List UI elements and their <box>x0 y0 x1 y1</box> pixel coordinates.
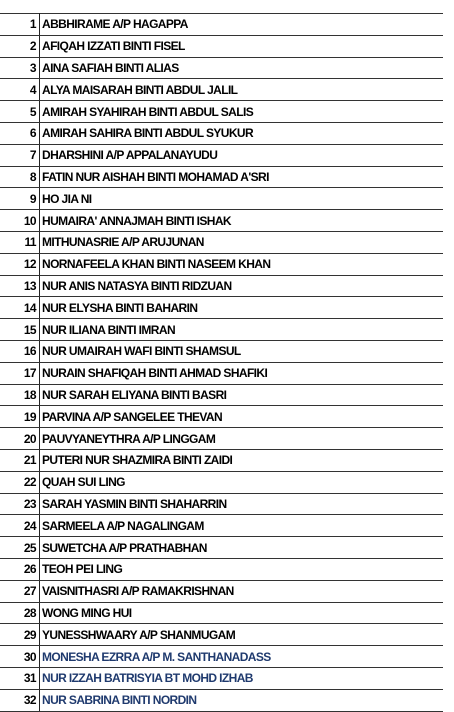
student-name: YUNESSHWAARY A/P SHANMUGAM <box>40 624 444 646</box>
row-number: 4 <box>0 79 40 101</box>
table-row <box>0 406 443 428</box>
row-number: 10 <box>0 210 40 232</box>
student-name: NORNAFEELA KHAN BINTI NASEEM KHAN <box>40 253 444 275</box>
row-number: 9 <box>0 188 40 210</box>
student-name: NUR ANIS NATASYA BINTI RIDZUAN <box>40 275 444 297</box>
row-number: 20 <box>0 428 40 450</box>
row-number: 1 <box>0 14 40 36</box>
table-row <box>0 449 443 471</box>
row-number: 15 <box>0 319 40 341</box>
student-name: SARAH YASMIN BINTI SHAHARRIN <box>40 493 444 515</box>
table-row <box>0 340 443 362</box>
row-number: 16 <box>0 340 40 362</box>
student-name: NUR ELYSHA BINTI BAHARIN <box>40 297 444 319</box>
row-number: 25 <box>0 537 40 559</box>
student-name: FATIN NUR AISHAH BINTI MOHAMAD A'SRI <box>40 166 444 188</box>
row-number: 5 <box>0 101 40 123</box>
student-name: AINA SAFIAH BINTI ALIAS <box>40 57 444 79</box>
student-name: NUR UMAIRAH WAFI BINTI SHAMSUL <box>40 340 444 362</box>
student-name: DHARSHINI A/P APPALANAYUDU <box>40 144 444 166</box>
row-number: 22 <box>0 471 40 493</box>
row-number: 28 <box>0 602 40 624</box>
row-number: 14 <box>0 297 40 319</box>
student-name: SUWETCHA A/P PRATHABHAN <box>40 537 444 559</box>
table-row <box>0 515 443 537</box>
row-number: 27 <box>0 580 40 602</box>
table-row <box>0 580 443 602</box>
table-row <box>0 537 443 559</box>
row-number: 23 <box>0 493 40 515</box>
table-row <box>0 558 443 580</box>
student-name: ABBHIRAME A/P HAGAPPA <box>40 14 444 36</box>
student-name: HUMAIRA' ANNAJMAH BINTI ISHAK <box>40 210 444 232</box>
student-name: VAISNITHASRI A/P RAMAKRISHNAN <box>40 580 444 602</box>
table-row <box>0 689 443 711</box>
table-row <box>0 101 443 123</box>
student-name: NUR ILIANA BINTI IMRAN <box>40 319 444 341</box>
table-row <box>0 319 443 341</box>
student-name: HO JIA NI <box>40 188 444 210</box>
student-name: TEOH PEI LING <box>40 558 444 580</box>
table-row <box>0 253 443 275</box>
table-row <box>0 667 443 689</box>
table-row <box>0 362 443 384</box>
table-row <box>0 122 443 144</box>
table-row <box>0 275 443 297</box>
row-number: 8 <box>0 166 40 188</box>
row-number: 17 <box>0 362 40 384</box>
row-number: 7 <box>0 144 40 166</box>
row-number: 6 <box>0 122 40 144</box>
student-name: AMIRAH SYAHIRAH BINTI ABDUL SALIS <box>40 101 444 123</box>
table-row <box>0 57 443 79</box>
student-name: PARVINA A/P SANGELEE THEVAN <box>40 406 444 428</box>
student-name: MONESHA EZRRA A/P M. SANTHANADASS <box>40 646 444 668</box>
row-number: 11 <box>0 231 40 253</box>
student-name: MITHUNASRIE A/P ARUJUNAN <box>40 231 444 253</box>
student-name: NUR IZZAH BATRISYIA BT MOHD IZHAB <box>40 667 444 689</box>
table-row <box>0 493 443 515</box>
student-name: QUAH SUI LING <box>40 471 444 493</box>
table-row <box>0 602 443 624</box>
row-number: 2 <box>0 35 40 57</box>
table-row <box>0 144 443 166</box>
table-row <box>0 188 443 210</box>
row-number: 21 <box>0 449 40 471</box>
student-name: NUR SABRINA BINTI NORDIN <box>40 689 444 711</box>
student-name: WONG MING HUI <box>40 602 444 624</box>
row-number: 29 <box>0 624 40 646</box>
student-name: SARMEELA A/P NAGALINGAM <box>40 515 444 537</box>
table-row <box>0 384 443 406</box>
table-row <box>0 231 443 253</box>
row-number: 24 <box>0 515 40 537</box>
table-row <box>0 428 443 450</box>
student-name: NURAIN SHAFIQAH BINTI AHMAD SHAFIKI <box>40 362 444 384</box>
table-row <box>0 35 443 57</box>
student-name: NUR SARAH ELIYANA BINTI BASRI <box>40 384 444 406</box>
student-name: PUTERI NUR SHAZMIRA BINTI ZAIDI <box>40 449 444 471</box>
table-row <box>0 210 443 232</box>
table-row <box>0 166 443 188</box>
student-name: AFIQAH IZZATI BINTI FISEL <box>40 35 444 57</box>
student-name-list-table <box>0 13 443 712</box>
table-row <box>0 471 443 493</box>
row-number: 26 <box>0 558 40 580</box>
table-row <box>0 646 443 668</box>
row-number: 32 <box>0 689 40 711</box>
row-number: 13 <box>0 275 40 297</box>
row-number: 18 <box>0 384 40 406</box>
row-number: 30 <box>0 646 40 668</box>
student-name: AMIRAH SAHIRA BINTI ABDUL SYUKUR <box>40 122 444 144</box>
table-row <box>0 14 443 36</box>
row-number: 31 <box>0 667 40 689</box>
row-number: 12 <box>0 253 40 275</box>
row-number: 3 <box>0 57 40 79</box>
table-row <box>0 624 443 646</box>
student-name: ALYA MAISARAH BINTI ABDUL JALIL <box>40 79 444 101</box>
row-number: 19 <box>0 406 40 428</box>
table-row <box>0 297 443 319</box>
table-body <box>0 14 443 712</box>
table-row <box>0 79 443 101</box>
student-name: PAUVYANEYTHRA A/P LINGGAM <box>40 428 444 450</box>
